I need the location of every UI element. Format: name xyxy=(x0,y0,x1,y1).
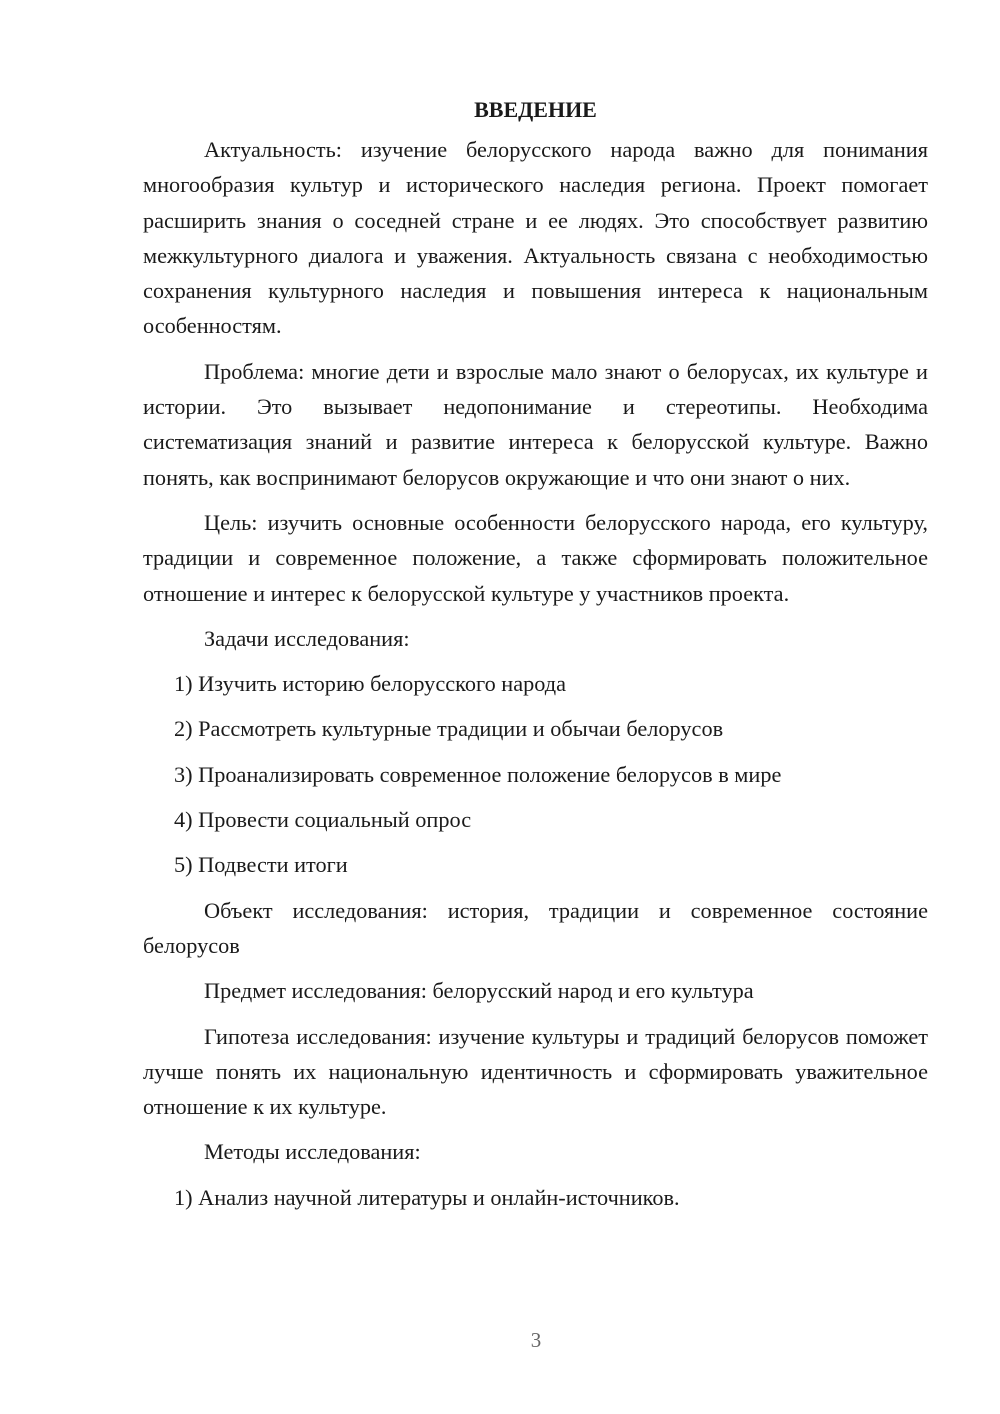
tasks-heading: Задачи исследования: xyxy=(204,625,410,651)
problem-paragraph: Проблема: многие дети и взрослые мало знают о белорусах, их культуре и истории. Это вызывает недопонимание и стереотипы. Необходима систематизация знаний и развитие интереса к белорусской культуре. Важно понять, как воспринимают белорусов окружающие и что они знают о них. xyxy=(143,358,928,490)
methods-heading: Методы исследования: xyxy=(204,1139,421,1165)
method-item: 1) Анализ научной литературы и онлайн-источников. xyxy=(174,1184,680,1210)
task-item: 1) Изучить историю белорусского народа xyxy=(174,671,567,697)
hypothesis-paragraph: Гипотеза исследования: изучение культуры и традиций белорусов поможет лучше понять их национальную идентичность и сформировать уважительное отношение к их культуре. xyxy=(143,1023,928,1120)
relevance-paragraph: Актуальность: изучение белорусского народа важно для понимания многообразия культур и исторического наследия региона. Проект помогает расширить знания о соседней стране и ее людях. Это способствует развитию межкультурного диалога и уважения. Актуальность связана с необходимостью сохранения культурного наследия и повышения интереса к национальным особенностям. xyxy=(143,137,928,339)
subject-paragraph: Предмет исследования: белорусский народ и его культура xyxy=(204,978,754,1004)
task-item: 3) Проанализировать современное положение белорусов в мире xyxy=(174,761,782,787)
page-number: 3 xyxy=(530,1328,542,1352)
task-item: 2) Рассмотреть культурные традиции и обычаи белорусов xyxy=(174,716,724,742)
object-paragraph: Объект исследования: история, традиции и современное состояние белорусов xyxy=(143,897,928,958)
goal-paragraph: Цель: изучить основные особенности белорусского народа, его культуру, традиции и современное положение, а также сформировать положительное отношение и интерес к белорусской культуре у участников проекта. xyxy=(143,509,928,606)
task-item: 5) Подвести итоги xyxy=(174,852,348,878)
page-content xyxy=(143,92,928,1225)
page-title: ВВЕДЕНИЕ xyxy=(474,97,597,122)
task-item: 4) Провести социальный опрос xyxy=(174,807,472,833)
